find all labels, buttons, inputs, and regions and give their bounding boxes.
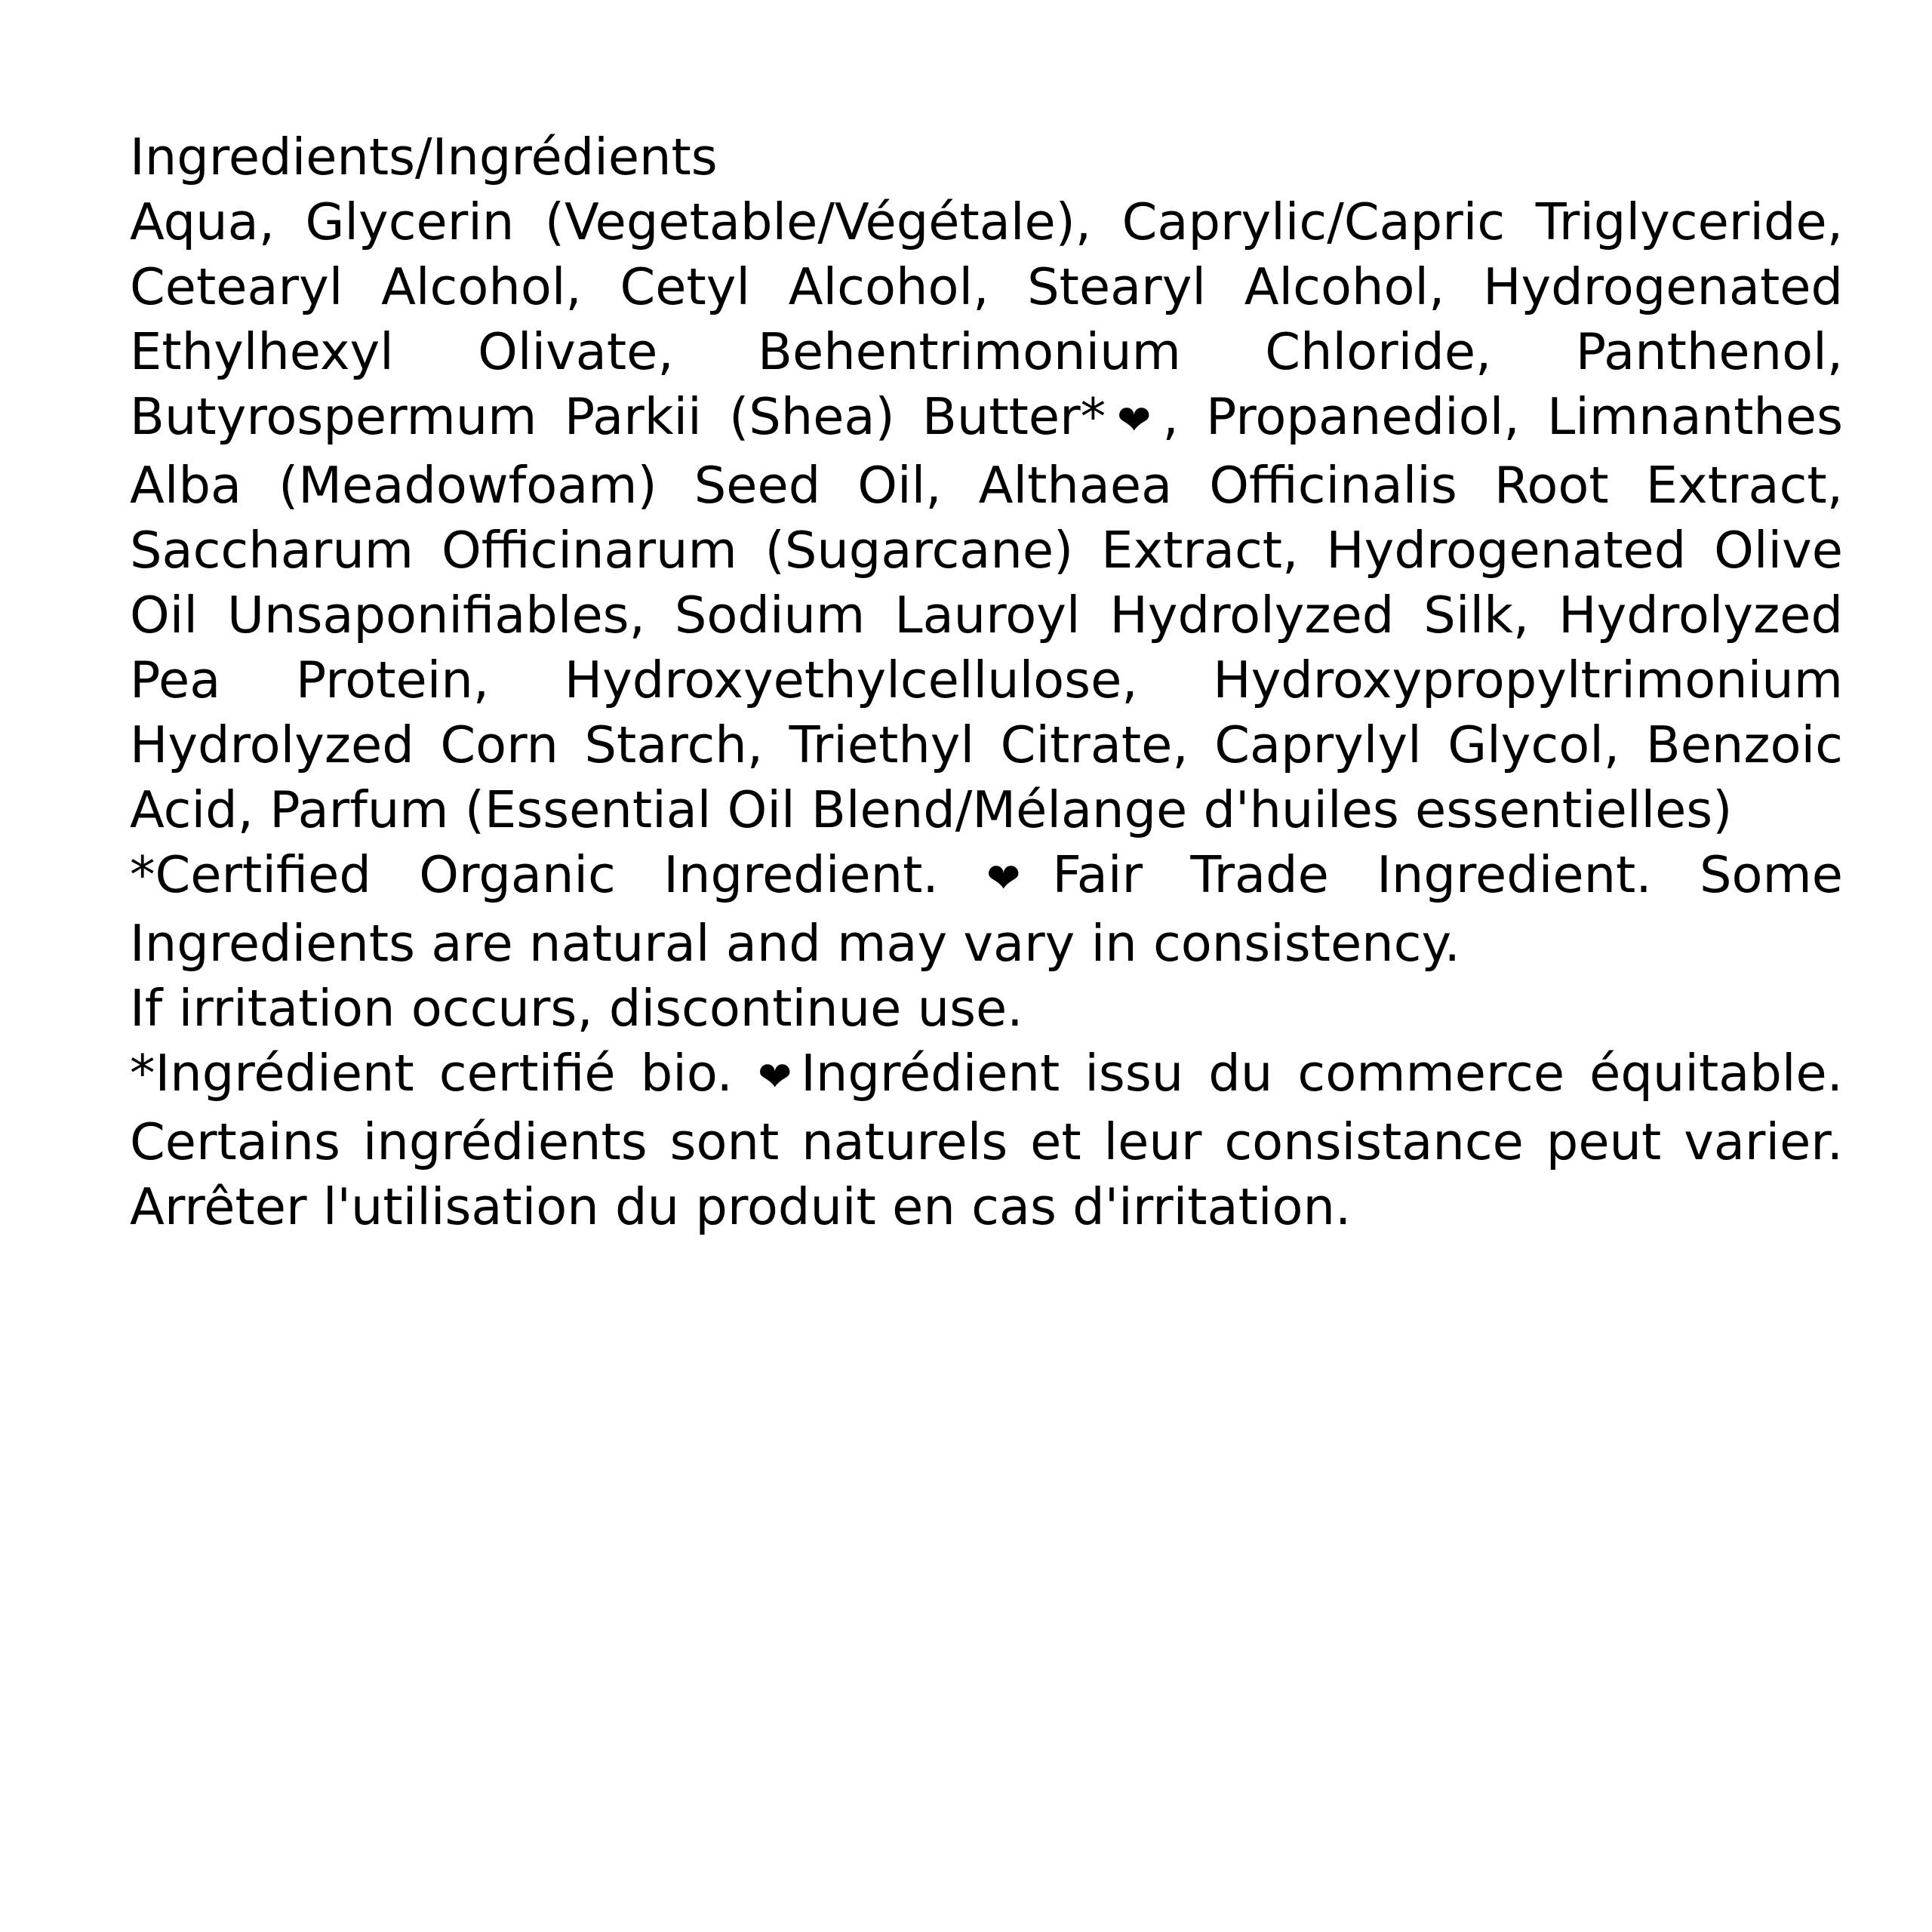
organic-note-fr: *Ingrédient certifié bio. — [130, 1044, 758, 1103]
heart-icon: ❤ — [1106, 396, 1163, 444]
fair-trade-note-en: Fair Trade Ingredient. Some Ingredients are natural and may vary in consistency. — [130, 845, 1843, 973]
ingredients-list-part1: Aqua, Glycerin (Vegetable/Végétale), Caprylic/Capric Triglyceride, Cetearyl Alcohol, Cetyl Alcohol, Stearyl Alcohol, Hydrogenated Ethylhexyl Olivate, Behentrimonium Chloride, Panthenol, Butyrospermum Parkii (Shea) Butter* — [130, 192, 1843, 446]
organic-note-en: *Certified Organic Ingredient. — [130, 845, 987, 904]
heart-icon: ❤ — [758, 1053, 801, 1100]
notes-english — [130, 842, 1843, 976]
warning-english: If irritation occurs, discontinue use. — [130, 979, 1023, 1038]
fair-trade-note-fr: Ingrédient issu du commerce équitable. Certains ingrédients sont naturels et leur consistance peut varier. Arrêter l'utilisation du produit en cas d'irritation. — [130, 1044, 1843, 1236]
ingredients-list-part2: , Propanediol, Limnanthes Alba (Meadowfoam) Seed Oil, Althaea Officinalis Root Extract, Saccharum Officinarum (Sugarcane) Extract, Hydrogenated Olive Oil Unsaponifiables, Sodium Lauroyl Hydrolyzed Silk, Hydrolyzed Pea Protein, Hydroxyethylcellulose, Hydroxypropyltrimonium Hydrolyzed Corn Starch, Triethyl Citrate, Caprylyl Glycol, Benzoic Acid, Parfum (Essential Oil Blend/Mélange d'huiles essentielles) — [130, 387, 1844, 839]
heart-icon: ❤ — [986, 854, 1053, 902]
ingredients-label — [130, 125, 1843, 1239]
ingredients-list — [130, 189, 1843, 842]
notes-french — [130, 1041, 1843, 1239]
ingredients-heading: Ingredients/Ingrédients — [130, 128, 718, 186]
